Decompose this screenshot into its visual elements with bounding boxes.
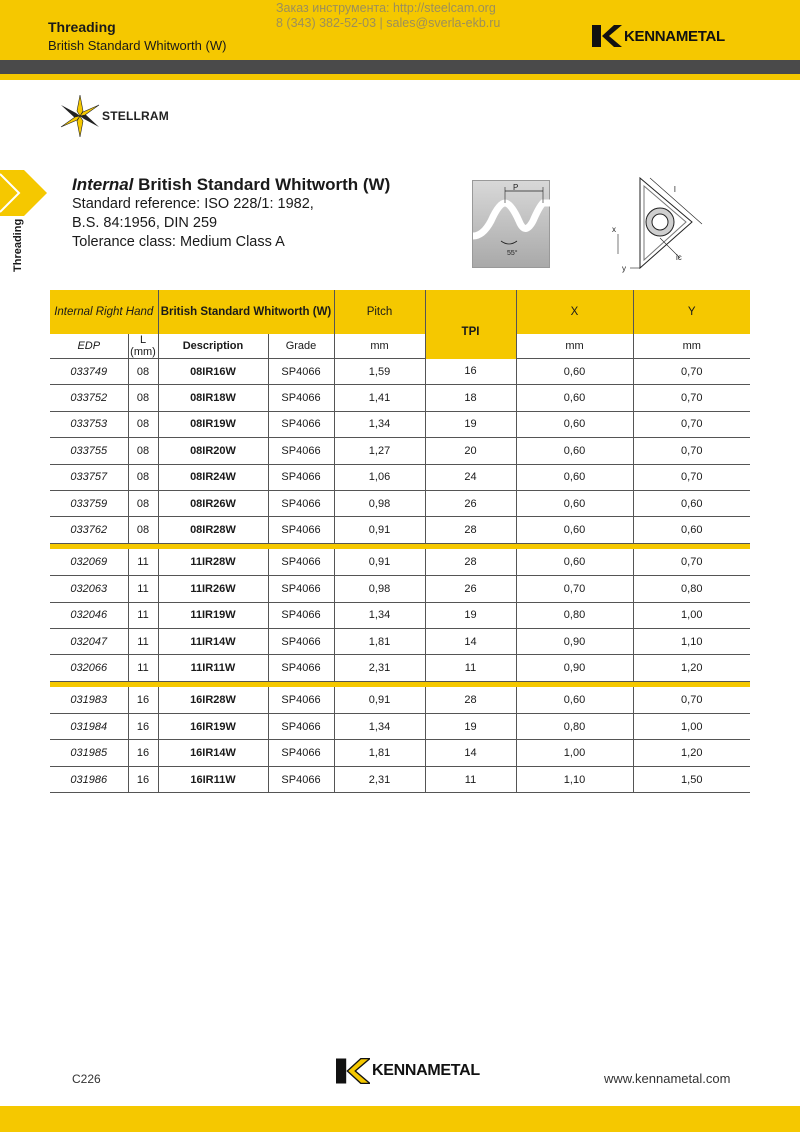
header-description: Description <box>158 334 268 359</box>
profile-p-label: P <box>513 183 519 192</box>
cell-edp: 033757 <box>50 464 128 490</box>
intro-line-3: Tolerance class: Medium Class A <box>72 234 285 250</box>
cell-tpi: 26 <box>425 490 516 516</box>
section-subtitle: British Standard Whitworth (W) <box>48 38 227 53</box>
intro-line-1: Standard reference: ISO 228/1: 1982, <box>72 196 314 212</box>
cell-y-value: 0,70 <box>633 687 750 713</box>
cell-tpi: 28 <box>425 687 516 713</box>
cell-x-value: 0,60 <box>516 385 633 411</box>
cell-tpi: 18 <box>425 385 516 411</box>
kennametal-logo <box>592 25 725 47</box>
cell-grade: SP4066 <box>268 655 334 681</box>
cell-grade: SP4066 <box>268 740 334 766</box>
intro-line-2: B.S. 84:1956, DIN 259 <box>72 215 218 231</box>
cell-y-value: 0,60 <box>633 490 750 516</box>
table-row <box>50 549 750 575</box>
stellram-logo <box>60 94 169 138</box>
cell-edp: 033749 <box>50 359 128 385</box>
cell-x-value: 0,70 <box>516 576 633 602</box>
cell-tpi: 26 <box>425 576 516 602</box>
side-tab-chevron-icon <box>0 170 48 216</box>
header-x: X <box>516 290 633 334</box>
cell-l-mm: 08 <box>128 490 158 516</box>
header-band-gold <box>0 74 800 80</box>
cell-edp: 033762 <box>50 517 128 543</box>
cell-y-value: 0,60 <box>633 517 750 543</box>
table-row <box>50 766 750 792</box>
cell-l-mm: 16 <box>128 714 158 740</box>
header-tpi-label: TPI <box>461 326 480 339</box>
table-row <box>50 714 750 740</box>
cell-tpi: 19 <box>425 714 516 740</box>
table-row <box>50 464 750 490</box>
intro-title-rest: British Standard Whitworth (W) <box>133 175 391 194</box>
cell-pitch: 0,91 <box>334 687 425 713</box>
cell-x-value: 0,60 <box>516 464 633 490</box>
footer-kennametal-k-icon <box>336 1058 370 1084</box>
cell-tpi: 28 <box>425 517 516 543</box>
cell-description: 11IR11W <box>158 655 268 681</box>
cell-l-mm: 11 <box>128 655 158 681</box>
table-row <box>50 359 750 385</box>
table-row <box>50 517 750 543</box>
cell-y-value: 0,70 <box>633 464 750 490</box>
cell-x-value: 0,60 <box>516 359 633 385</box>
cell-l-mm: 11 <box>128 549 158 575</box>
cell-pitch: 2,31 <box>334 766 425 792</box>
table-row <box>50 740 750 766</box>
cell-l-mm: 08 <box>128 438 158 464</box>
header-hand: Internal Right Hand <box>50 290 158 334</box>
cell-description: 11IR14W <box>158 628 268 654</box>
cell-x-value: 0,90 <box>516 628 633 654</box>
cell-l-mm: 16 <box>128 687 158 713</box>
header-l: L (mm) <box>128 334 158 359</box>
cell-l-mm: 11 <box>128 628 158 654</box>
cell-l-mm: 11 <box>128 576 158 602</box>
kennametal-k-icon <box>592 25 622 47</box>
cell-y-value: 1,50 <box>633 766 750 792</box>
stellram-wordmark: STELLRAM <box>102 109 169 123</box>
cell-y-value: 1,20 <box>633 740 750 766</box>
cell-y-value: 1,20 <box>633 655 750 681</box>
cell-tpi: 16 <box>425 359 516 385</box>
cell-y-value: 0,70 <box>633 411 750 437</box>
cell-description: 08IR16W <box>158 359 268 385</box>
cell-x-value: 0,60 <box>516 549 633 575</box>
footer-kennametal-wordmark: KENNAMETAL <box>372 1062 480 1079</box>
cell-l-mm: 08 <box>128 359 158 385</box>
cell-y-value: 1,10 <box>633 628 750 654</box>
cell-x-value: 0,60 <box>516 687 633 713</box>
table-row <box>50 411 750 437</box>
footer-kennametal-logo <box>336 1058 480 1084</box>
cell-edp: 031983 <box>50 687 128 713</box>
cell-pitch: 0,91 <box>334 549 425 575</box>
page-number: C226 <box>72 1072 101 1086</box>
cell-tpi: 28 <box>425 549 516 575</box>
cell-edp: 031984 <box>50 714 128 740</box>
footer-band <box>0 1106 800 1132</box>
cell-grade: SP4066 <box>268 628 334 654</box>
header-standard: British Standard Whitworth (W) <box>158 290 334 334</box>
cell-description: 08IR26W <box>158 490 268 516</box>
header-grade: Grade <box>268 334 334 359</box>
header-y: Y <box>633 290 750 334</box>
header-pitch: Pitch <box>334 290 425 334</box>
header-tpi <box>425 290 516 359</box>
cell-x-value: 0,60 <box>516 490 633 516</box>
cell-grade: SP4066 <box>268 517 334 543</box>
cell-edp: 033759 <box>50 490 128 516</box>
table-row <box>50 602 750 628</box>
cell-edp: 033753 <box>50 411 128 437</box>
cell-edp: 031986 <box>50 766 128 792</box>
insert-x-label: x <box>612 225 616 234</box>
table-row <box>50 655 750 681</box>
website-link[interactable]: www.kennametal.com <box>604 1071 731 1086</box>
cell-l-mm: 08 <box>128 411 158 437</box>
thread-profile-icon <box>473 181 551 269</box>
cell-description: 08IR18W <box>158 385 268 411</box>
cell-pitch: 1,81 <box>334 628 425 654</box>
cell-y-value: 0,70 <box>633 549 750 575</box>
header-y-unit: mm <box>633 334 750 359</box>
cell-l-mm: 16 <box>128 766 158 792</box>
table-row <box>50 438 750 464</box>
stellram-star-icon <box>60 94 100 138</box>
insert-diagram-icon <box>600 172 710 277</box>
cell-edp: 033755 <box>50 438 128 464</box>
insert-l-label: l <box>674 185 676 194</box>
header-band-dark <box>0 60 800 74</box>
cell-tpi: 14 <box>425 740 516 766</box>
kennametal-wordmark: KENNAMETAL <box>624 27 725 45</box>
cell-description: 11IR26W <box>158 576 268 602</box>
intro-title <box>72 175 390 195</box>
cell-grade: SP4066 <box>268 438 334 464</box>
cell-pitch: 0,98 <box>334 490 425 516</box>
cell-edp: 032063 <box>50 576 128 602</box>
cell-pitch: 1,34 <box>334 602 425 628</box>
cell-x-value: 0,60 <box>516 438 633 464</box>
cell-tpi: 14 <box>425 628 516 654</box>
cell-x-value: 1,10 <box>516 766 633 792</box>
cell-grade: SP4066 <box>268 359 334 385</box>
cell-x-value: 0,90 <box>516 655 633 681</box>
cell-x-value: 0,80 <box>516 714 633 740</box>
cell-grade: SP4066 <box>268 766 334 792</box>
cell-pitch: 0,98 <box>334 576 425 602</box>
cell-tpi: 20 <box>425 438 516 464</box>
cell-y-value: 0,70 <box>633 359 750 385</box>
cell-description: 16IR11W <box>158 766 268 792</box>
cell-pitch: 1,34 <box>334 411 425 437</box>
cell-description: 11IR28W <box>158 549 268 575</box>
insert-ic-label: ic <box>676 253 682 262</box>
cell-tpi: 11 <box>425 766 516 792</box>
cell-description: 08IR24W <box>158 464 268 490</box>
contacts-line: 8 (343) 382-52-03 | sales@sverla-ekb.ru <box>276 16 501 30</box>
cell-tpi: 19 <box>425 411 516 437</box>
cell-grade: SP4066 <box>268 576 334 602</box>
cell-y-value: 0,70 <box>633 438 750 464</box>
cell-y-value: 0,70 <box>633 385 750 411</box>
table-body <box>50 359 750 793</box>
order-line: Заказ инструмента: http://steelcam.org <box>276 1 496 15</box>
cell-l-mm: 08 <box>128 517 158 543</box>
cell-edp: 032047 <box>50 628 128 654</box>
header-x-unit: mm <box>516 334 633 359</box>
cell-description: 11IR19W <box>158 602 268 628</box>
cell-pitch: 1,34 <box>334 714 425 740</box>
profile-angle-label: 55° <box>507 250 518 257</box>
cell-pitch: 1,06 <box>334 464 425 490</box>
cell-grade: SP4066 <box>268 464 334 490</box>
table-row <box>50 385 750 411</box>
cell-pitch: 0,91 <box>334 517 425 543</box>
intro-block <box>72 175 390 252</box>
cell-x-value: 0,80 <box>516 602 633 628</box>
cell-y-value: 1,00 <box>633 602 750 628</box>
cell-x-value: 0,60 <box>516 517 633 543</box>
table-row <box>50 628 750 654</box>
insert-y-label: y <box>622 264 626 273</box>
cell-l-mm: 16 <box>128 740 158 766</box>
cell-pitch: 1,41 <box>334 385 425 411</box>
cell-description: 08IR19W <box>158 411 268 437</box>
table-row <box>50 687 750 713</box>
cell-tpi: 11 <box>425 655 516 681</box>
page-header <box>0 0 800 60</box>
header-pitch-unit: mm <box>334 334 425 359</box>
cell-description: 08IR28W <box>158 517 268 543</box>
cell-description: 16IR14W <box>158 740 268 766</box>
intro-title-italic: Internal <box>72 175 134 194</box>
cell-edp: 032066 <box>50 655 128 681</box>
cell-l-mm: 11 <box>128 602 158 628</box>
cell-pitch: 1,27 <box>334 438 425 464</box>
cell-grade: SP4066 <box>268 385 334 411</box>
cell-l-mm: 08 <box>128 464 158 490</box>
header-edp: EDP <box>50 334 128 359</box>
cell-grade: SP4066 <box>268 549 334 575</box>
cell-edp: 032046 <box>50 602 128 628</box>
table-row <box>50 490 750 516</box>
cell-pitch: 1,81 <box>334 740 425 766</box>
cell-grade: SP4066 <box>268 687 334 713</box>
cell-y-value: 0,80 <box>633 576 750 602</box>
side-tab-label: Threading <box>12 218 24 272</box>
cell-pitch: 2,31 <box>334 655 425 681</box>
cell-l-mm: 08 <box>128 385 158 411</box>
cell-description: 16IR19W <box>158 714 268 740</box>
cell-grade: SP4066 <box>268 411 334 437</box>
table-header-row-1 <box>50 290 750 334</box>
table-row <box>50 576 750 602</box>
product-table <box>50 290 750 793</box>
cell-x-value: 1,00 <box>516 740 633 766</box>
cell-description: 16IR28W <box>158 687 268 713</box>
cell-edp: 031985 <box>50 740 128 766</box>
cell-grade: SP4066 <box>268 714 334 740</box>
cell-grade: SP4066 <box>268 490 334 516</box>
cell-edp: 033752 <box>50 385 128 411</box>
cell-y-value: 1,00 <box>633 714 750 740</box>
thread-profile-image <box>472 180 550 268</box>
cell-pitch: 1,59 <box>334 359 425 385</box>
section-title: Threading <box>48 19 116 35</box>
cell-x-value: 0,60 <box>516 411 633 437</box>
table-header-row-2 <box>50 334 750 359</box>
cell-description: 08IR20W <box>158 438 268 464</box>
cell-edp: 032069 <box>50 549 128 575</box>
cell-tpi: 24 <box>425 464 516 490</box>
cell-tpi: 19 <box>425 602 516 628</box>
cell-grade: SP4066 <box>268 602 334 628</box>
